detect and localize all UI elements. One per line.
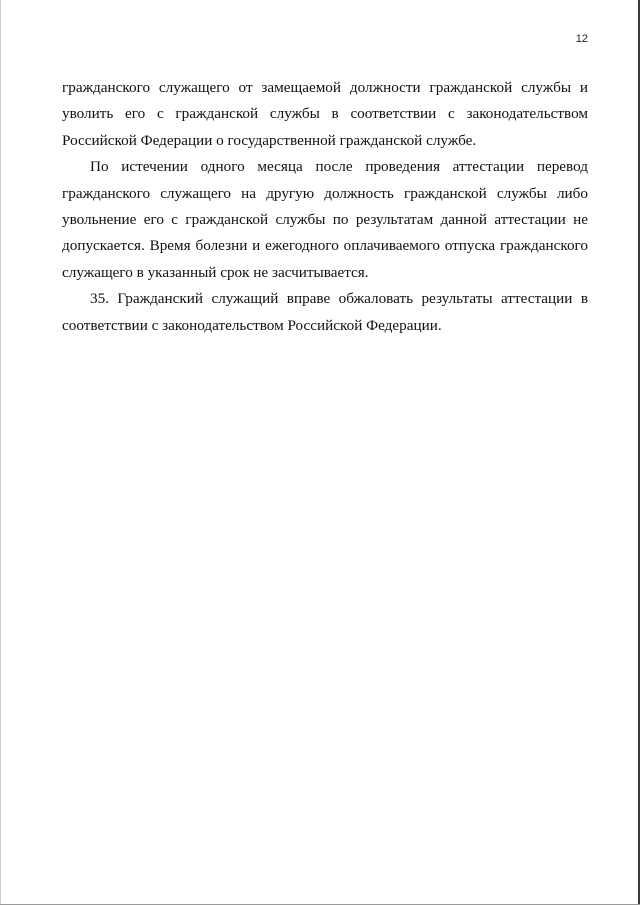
page-number: 12 [575,33,588,45]
paragraph-35-appeal: 35. Гражданский служащий вправе обжаловать результаты аттестации в соответствии с законодательством Российской Федерации. [62,290,588,334]
paragraph-attestation-transfer: По истечении одного месяца после проведения аттестации перевод гражданского служащего на другую должность гражданской службы либо увольнение его с гражданской службы по результатам данной аттестации не допускается. Время болезни и ежегодного оплачиваемого отпуска гражданского служащего в указанный срок не засчитывается. [62,158,588,281]
scan-edge-left [0,0,1,905]
paragraph-continuation: гражданского служащего от замещаемой должности гражданской службы и уволить его с гражданской службы в соответствии с законодательством Российской Федерации о государственной гражданской службе. [62,79,588,149]
document-body [62,75,588,339]
